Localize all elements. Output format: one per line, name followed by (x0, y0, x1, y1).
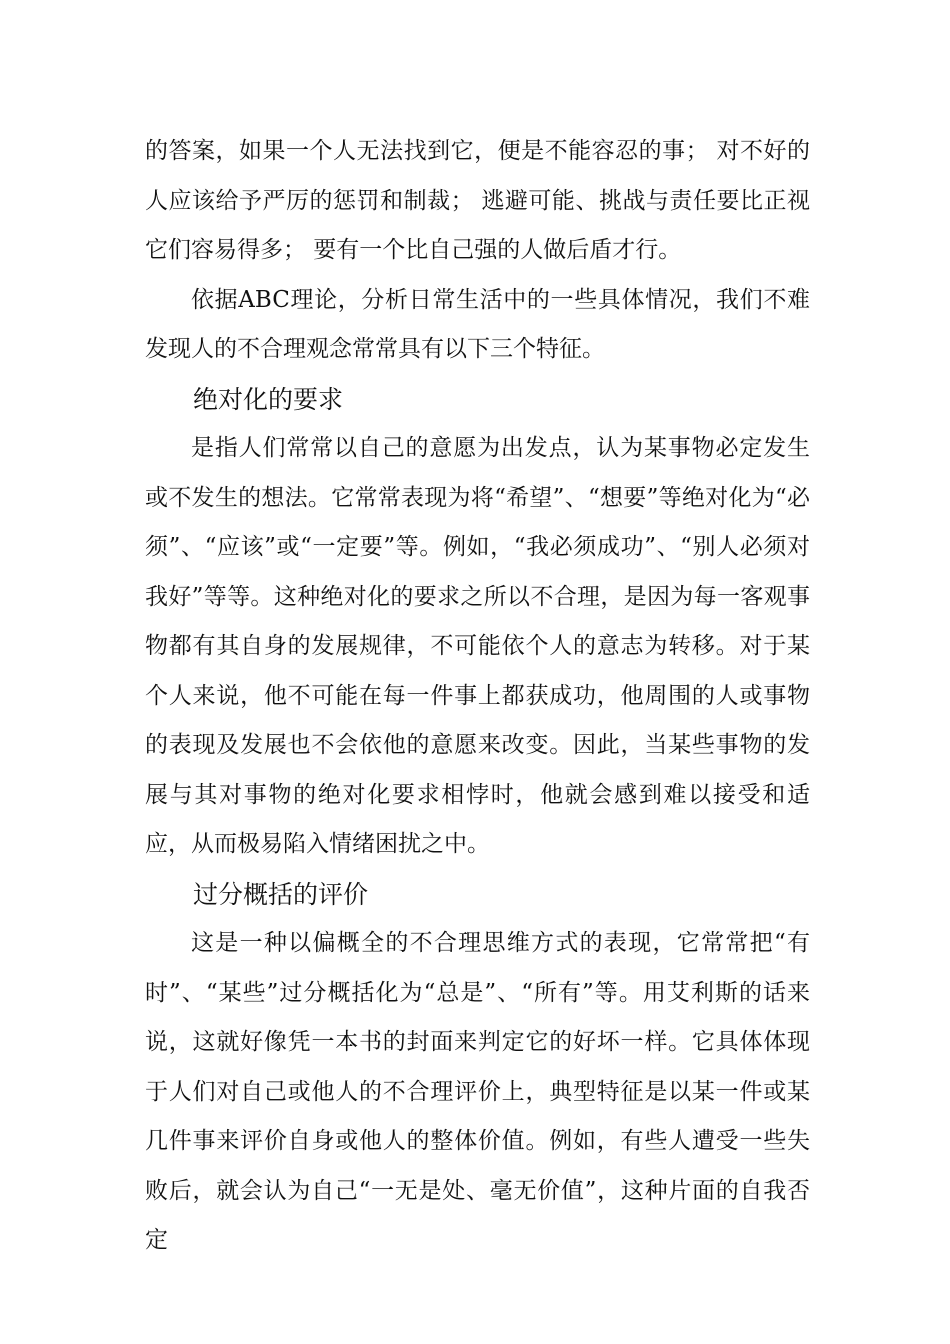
paragraph-absolute-demands: 是指人们常常以自己的意愿为出发点，认为某事物必定发生或不发生的想法。它常常表现为将“希望”、“想要”等绝对化为“必须”、“应该”或“一定要”等。例如，“我必须成功”、“别人必须对我好”等等。这种绝对化的要求之所以不合理，是因为每一客观事物都有其自身的发展规律，不可能依个人的意志为转移。对于某个人来说，他不可能在每一件事上都获成功，他周围的人或事物的表现及发展也不会依他的意愿来改变。因此，当某些事物的发展与其对事物的绝对化要求相悖时，他就会感到难以接受和适应，从而极易陷入情绪困扰之中。 (145, 435, 810, 857)
heading-absolute-demands: 绝对化的要求 (193, 384, 344, 414)
paragraph-irrational-beliefs-list: 的答案，如果一个人无法找到它，便是不能容忍的事； 对不好的人应该给予严厉的惩罚和制裁； 逃避可能、挑战与责任要比正视它们容易得多； 要有一个比自己强的人做后盾才行。 (145, 138, 810, 263)
heading-overgeneralization: 过分概括的评价 (193, 879, 369, 909)
paragraph-overgeneralization: 这是一种以偏概全的不合理思维方式的表现，它常常把“有时”、“某些”过分概括化为“总是”、“所有”等。用艾利斯的话来说，这就好像凭一本书的封面来判定它的好坏一样。它具体体现于人们对自己或他人的不合理评价上，典型特征是以某一件或某几件事来评价自身或他人的整体价值。例如，有些人遭受一些失败后，就会认为自己“一无是处、毫无价值”，这种片面的自我否定 (145, 930, 810, 1253)
paragraph-abc-theory-intro: 依据ABC理论，分析日常生活中的一些具体情况，我们不难发现人的不合理观念常常具有以下三个特征。 (145, 286, 810, 362)
document-body (145, 127, 810, 1266)
